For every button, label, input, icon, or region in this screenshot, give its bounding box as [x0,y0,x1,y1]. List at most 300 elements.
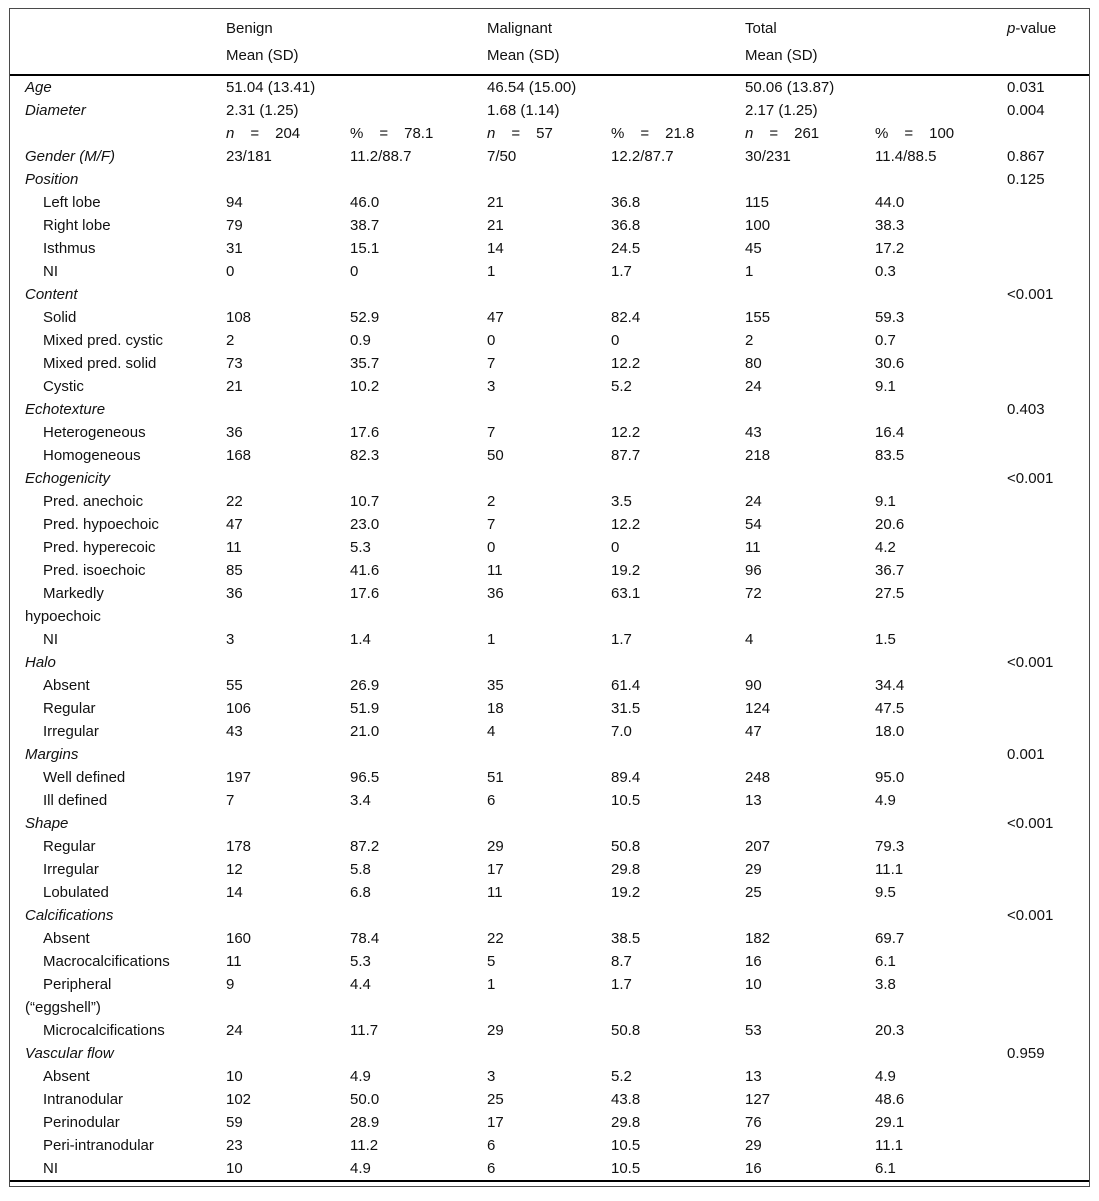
cell-value: 23/181 [226,148,272,165]
row-label: Margins [25,746,79,763]
cell-pvalue [1007,766,1089,789]
cell-value [611,398,745,421]
table-row [10,191,1089,214]
cell-value: 1 [487,976,496,993]
cell-value: 29 [745,861,762,878]
table-row [10,1157,1089,1181]
corner-cell [10,15,226,42]
cell-value [226,283,350,306]
table-row [10,835,1089,858]
cell-value [487,651,611,674]
cell-value: 11.2 [350,1137,379,1154]
cell-value: 9.1 [875,378,896,395]
cell-pvalue [1007,352,1089,375]
cell-value [350,122,487,145]
cell-value [350,467,487,490]
table-row [10,306,1089,329]
pvalue-header-rest: -value [1015,20,1057,37]
column-header-pvalue [1007,15,1089,42]
cell-value: 0.9 [350,332,371,349]
cell-value: 3 [226,631,235,648]
cell-value: 69.7 [875,930,905,947]
section-row [10,743,1089,766]
row-label: NI [10,1157,226,1181]
cell-pvalue [1007,421,1089,444]
cell-value: 0 [487,332,496,349]
cell-value [226,1042,350,1065]
cell-value: 30/231 [745,148,791,165]
cell-value: 7 [487,516,496,533]
cell-pvalue [1007,789,1089,812]
row-label: Pred. anechoic [43,493,144,510]
cell-value: 1.7 [611,263,632,280]
cell-value: 160 [226,930,252,947]
cell-pvalue [1007,1134,1089,1157]
table-row [10,881,1089,904]
cell-value [611,467,745,490]
section-row [10,812,1089,835]
cell-value [487,467,611,490]
section-row [10,99,1089,122]
row-label: Mixed pred. cystic [43,332,164,349]
cell-value [611,1042,745,1065]
cell-value: 35 [487,677,504,694]
cell-value: 0 [487,539,496,556]
cell-value: 9 [226,976,235,993]
row-label: Mixed pred. solid [43,355,157,372]
cell-value: 50.8 [611,1022,641,1039]
row-label: NI [43,263,58,280]
cell-value [611,283,745,306]
count-part: = [511,125,521,142]
row-label: Irregular [43,861,99,878]
cell-pvalue [1007,559,1089,582]
row-label: Microcalcifications [43,1022,165,1039]
cell-value: 95.0 [875,769,905,786]
count-part: 100 [929,125,955,142]
cell-pvalue: <0.001 [1007,907,1054,924]
row-label: Peri-intranodular [43,1137,154,1154]
cell-value [875,1042,1007,1065]
count-part: n [487,125,496,142]
cell-value: 36.8 [611,217,641,234]
cell-value: 9.1 [875,493,896,510]
cell-value: 1 [487,631,496,648]
cell-value: 10.5 [611,1157,745,1181]
cell-value: 29.8 [611,1114,641,1131]
cell-value: 79.3 [875,838,905,855]
cell-value: 87.2 [350,838,380,855]
count-part: % [350,125,364,142]
cell-pvalue: <0.001 [1007,286,1054,303]
cell-value: 5 [487,953,496,970]
cell-value: 11 [226,953,242,970]
row-label: Left lobe [43,194,101,211]
cell-value: 61.4 [611,677,641,694]
cell-value: 55 [226,677,243,694]
cell-value [226,467,350,490]
table-row [10,674,1089,697]
cell-value [226,812,350,835]
cell-pvalue [1007,122,1089,145]
cell-value: 102 [226,1091,252,1108]
row-label: Cystic [43,378,84,395]
cell-value: 54 [745,516,762,533]
cell-value: 3.4 [350,792,371,809]
row-label: Lobulated [43,884,109,901]
cell-value: 10.2 [350,378,380,395]
row-label: Pred. isoechoic [43,562,146,579]
row-label: Intranodular [43,1091,124,1108]
cell-value: 50.06 (13.87) [745,79,835,96]
row-label-line2: (“eggshell”) [25,999,101,1016]
cell-pvalue [1007,697,1089,720]
cell-value: 36 [226,585,243,602]
table-row [10,122,1089,145]
cell-value [745,1042,875,1065]
cell-value: 218 [745,447,771,464]
cell-value [611,122,745,145]
row-label: Absent [43,930,90,947]
cell-value: 7.0 [611,723,632,740]
cell-value [875,398,1007,421]
cell-value: 1.4 [350,631,371,648]
cell-value: 5.2 [611,378,632,395]
row-label: Irregular [43,723,99,740]
cell-value: 43.8 [611,1091,641,1108]
cell-pvalue: 0.004 [1007,102,1045,119]
cell-pvalue: 0.125 [1007,171,1045,188]
cell-value: 168 [226,447,252,464]
subheader-row [10,42,1089,75]
cell-value: 115 [745,194,769,211]
cell-value [350,398,487,421]
cell-pvalue [1007,1019,1089,1042]
table-row [10,789,1089,812]
table-row [10,375,1089,398]
paper-table [9,8,1090,1187]
row-label [10,582,226,628]
cell-value [226,168,350,191]
cell-value [350,812,487,835]
cell-value: 3 [487,1068,496,1085]
table-row [10,421,1089,444]
cell-value: 19.2 [611,884,641,901]
pvalue-header-p: p [1007,20,1016,37]
table-row [10,214,1089,237]
cell-value: 80 [745,355,762,372]
cell-value: 50.8 [611,838,641,855]
cell-value [226,398,350,421]
cell-value [226,122,350,145]
cell-value: 28.9 [350,1114,380,1131]
table-row [10,1019,1089,1042]
cell-value: 36.7 [875,562,905,579]
cell-value: 25 [487,1091,504,1108]
cell-value [745,812,875,835]
table-header [10,15,1089,75]
count-part: n [745,125,754,142]
cell-value: 38.3 [875,217,905,234]
cell-value [226,743,350,766]
cell-value: 10.5 [611,1137,641,1154]
section-row [10,398,1089,421]
cell-pvalue [1007,950,1089,973]
cell-pvalue: <0.001 [1007,815,1054,832]
section-row [10,168,1089,191]
cell-value: 30.6 [875,355,905,372]
cell-value: 17.6 [350,424,380,441]
cell-value: 63.1 [611,585,641,602]
cell-pvalue [1007,674,1089,697]
cell-value [745,743,875,766]
cell-value: 36 [226,424,243,441]
row-label: Absent [43,1068,90,1085]
cell-value: 59.3 [875,309,905,326]
cell-value [875,75,1007,99]
cell-pvalue [1007,1088,1089,1111]
row-label-line1: Markedly [43,585,104,602]
section-row [10,651,1089,674]
count-part: = [640,125,650,142]
cell-value: 24 [226,1022,243,1039]
row-label: Regular [43,700,96,717]
cell-value: 100 [745,217,771,234]
cell-value: 21 [487,194,504,211]
cell-value: 1.5 [875,631,896,648]
cell-value: 24 [745,378,762,395]
cell-value: 94 [226,194,243,211]
cell-value: 53 [745,1022,762,1039]
section-row [10,467,1089,490]
table-row [10,260,1089,283]
cell-value: 2 [745,332,754,349]
cell-pvalue [1007,720,1089,743]
row-label [10,973,226,1019]
column-header-total: Total [745,20,777,37]
row-label: Homogeneous [43,447,141,464]
row-label: Pred. hyperecoic [43,539,156,556]
table-row [10,559,1089,582]
cell-value: 21 [226,378,243,395]
cell-value: 16 [745,953,762,970]
cell-value: 12.2 [611,355,641,372]
cell-value: 4 [487,723,496,740]
cell-pvalue [1007,628,1089,651]
section-row [10,75,1089,99]
row-label: Diameter [25,102,86,119]
cell-value: 76 [745,1114,762,1131]
cell-value: 2.17 (1.25) [745,102,818,119]
cell-value: 4 [745,631,754,648]
cell-value: 89.4 [611,769,641,786]
table-row [10,444,1089,467]
cell-value [350,904,487,927]
cell-value [875,904,1007,927]
cell-value [745,283,875,306]
cell-value: 124 [745,700,771,717]
cell-value: 78.4 [350,930,380,947]
cell-value [611,99,745,122]
cell-value: 47.5 [875,700,905,717]
corner-cell [10,42,226,75]
cell-value: 127 [745,1091,771,1108]
cell-pvalue [1007,1111,1089,1134]
table-row [10,237,1089,260]
row-label: Vascular flow [25,1045,114,1062]
cell-value: 178 [226,838,252,855]
cell-value: 36.8 [611,194,641,211]
count-part: = [904,125,914,142]
cell-value: 10 [226,1157,350,1181]
cell-value: 82.3 [350,447,380,464]
cell-value: 11 [226,539,242,556]
cell-value: 12.2/87.7 [611,148,674,165]
row-label: Isthmus [43,240,96,257]
cell-pvalue [1007,329,1089,352]
row-label: Solid [43,309,77,326]
cell-value: 59 [226,1114,243,1131]
cell-value [611,743,745,766]
cell-value: 29 [487,838,504,855]
cell-value: 51.9 [350,700,380,717]
cell-value: 18.0 [875,723,905,740]
cell-value: 48.6 [875,1091,905,1108]
cell-value: 29.1 [875,1114,905,1131]
cell-value: 2 [226,332,235,349]
cell-value: 207 [745,838,771,855]
cell-value: 82.4 [611,309,641,326]
cell-value [487,122,611,145]
cell-value: 31.5 [611,700,641,717]
cell-value: 11.7 [350,1022,379,1039]
cell-value [487,168,611,191]
cell-value [487,812,611,835]
cell-value: 38.5 [611,930,641,947]
cell-value: 3.8 [875,976,896,993]
cell-value: 43 [745,424,762,441]
count-part: 78.1 [404,125,434,142]
cell-pvalue [1007,375,1089,398]
cell-value: 6.1 [875,953,896,970]
count-part: = [250,125,260,142]
cell-value: 108 [226,309,252,326]
row-label: Ill defined [43,792,108,809]
cell-value: 47 [745,723,762,740]
cell-pvalue [1007,881,1089,904]
cell-value: 5.3 [350,953,371,970]
cell-value [875,467,1007,490]
cell-value: 12.2 [611,516,641,533]
cell-value: 248 [745,769,771,786]
cell-value: 4.9 [350,1157,487,1181]
cell-value: 5.8 [350,861,371,878]
row-label-line2: hypoechoic [25,608,101,625]
cell-value: 72 [745,585,762,602]
section-row [10,145,1089,168]
row-label: Shape [25,815,69,832]
table-row [10,536,1089,559]
subheader-mean-sd-total: Mean (SD) [745,42,1007,75]
table-row [10,1134,1089,1157]
cell-value: 1 [745,263,754,280]
cell-value: 50.0 [350,1091,380,1108]
cell-value: 47 [487,309,504,326]
cell-value: 0 [611,332,620,349]
subheader-empty [1007,42,1089,75]
cell-value [350,743,487,766]
table-row [10,582,1089,628]
cell-value: 83.5 [875,447,905,464]
table-row [10,1065,1089,1088]
row-label: Pred. hypoechoic [43,516,159,533]
column-header-benign: Benign [226,20,273,37]
row-label: Macrocalcifications [43,953,170,970]
cell-value [350,283,487,306]
cell-pvalue [1007,1157,1089,1181]
cell-value: 0 [226,263,235,280]
cell-value: 4.9 [875,1068,896,1085]
cell-value: 21 [487,217,504,234]
section-row [10,283,1089,306]
cell-value [875,283,1007,306]
row-label: Heterogeneous [43,424,146,441]
cell-value: 15.1 [350,240,380,257]
group-header-row [10,15,1089,42]
table-row [10,1088,1089,1111]
cell-pvalue [1007,191,1089,214]
cell-value: 2 [487,493,496,510]
table-row [10,352,1089,375]
cell-value [611,812,745,835]
row-label: Age [25,79,52,96]
cell-value [350,75,487,99]
table-row [10,490,1089,513]
cell-value: 6 [487,1137,496,1154]
cell-value: 52.9 [350,309,380,326]
cell-value: 47 [226,516,243,533]
cell-pvalue [1007,306,1089,329]
cell-value: 3.5 [611,493,632,510]
cell-value: 23 [226,1137,243,1154]
cell-value: 14 [487,240,504,257]
cell-value: 12 [226,861,243,878]
cell-value: 85 [226,562,243,579]
cell-pvalue [1007,582,1089,628]
cell-value: 26.9 [350,677,380,694]
cell-value: 87.7 [611,447,641,464]
cell-pvalue: <0.001 [1007,470,1054,487]
cell-value: 46.54 (15.00) [487,79,577,96]
cell-value [487,283,611,306]
cell-value [350,99,487,122]
cell-pvalue [1007,927,1089,950]
cell-value: 13 [745,1068,762,1085]
cell-value: 13 [745,792,762,809]
row-label: Perinodular [43,1114,120,1131]
count-part: 204 [275,125,301,142]
cell-pvalue [1007,260,1089,283]
cell-value [875,812,1007,835]
cell-pvalue [1007,513,1089,536]
cell-value: 6 [487,1157,611,1181]
row-label: Regular [43,838,96,855]
cell-value: 22 [226,493,243,510]
cell-value [745,398,875,421]
row-label: Gender (M/F) [25,148,116,165]
cell-value [611,651,745,674]
cell-value: 0.3 [875,263,896,280]
